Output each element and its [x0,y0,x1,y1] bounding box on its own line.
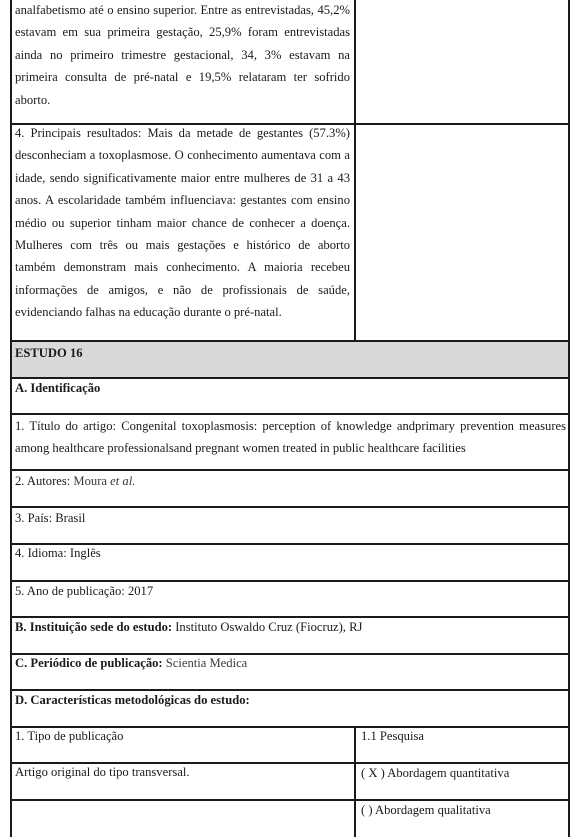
pub-type-left [10,728,356,762]
qualitative-row [10,801,570,837]
results-row [10,125,570,342]
results-cell [10,125,356,340]
qualitative-right [356,801,570,837]
institution-row [10,618,570,655]
journal-value: Scientia Medica [162,656,248,670]
intro-cell [10,0,356,123]
intro-text: analfabetismo até o ensino superior. Entre as entrevistadas, 45,2% estavam em sua primeira gestação, 25,9% foram entrevistadas ainda no primeiro trimestre gestacional, 34, 3% estavam na primeira consulta de pré-natal e 19,5% relataram ter sofrido aborto. [15,3,350,107]
country-row [10,508,570,545]
journal-label: C. Periódico de publicação: [15,656,163,670]
institution-value: Instituto Oswaldo Cruz (Fiocruz), RJ [172,620,363,634]
pub-type-right [356,728,570,762]
year-text: 5. Ano de publicação: 2017 [15,584,154,598]
article-type-text: Artigo original do tipo transversal. [15,765,190,779]
quantitative-option: ( X ) Abordagem quantitativa [361,766,510,780]
identification-row [10,379,570,415]
table-left-border [10,0,12,837]
article-type-right [356,764,570,799]
journal-row [10,655,570,691]
methods-label: D. Características metodológicas do estudo: [15,693,250,707]
qualitative-left [10,801,356,837]
results-right-cell [356,125,570,340]
table-right-border [568,0,570,837]
language-row [10,545,570,582]
article-type-row [10,764,570,801]
year-row [10,582,570,618]
authors-etal: et al. [110,474,136,488]
country-text: 3. País: Brasil [15,511,86,525]
authors-row [10,471,570,508]
pub-type-row [10,728,570,764]
authors-value: Moura [73,474,111,488]
identification-label: A. Identificação [15,381,101,395]
results-text: 4. Principais resultados: Mais da metade de gestantes (57.3%) desconheciam a toxoplasmose. O conhecimento aumentava com a idade, sendo significativamente maior entre mulheres de 31 a 43 anos. A escolaridade também influenciava: gestantes com ensino médio ou superior tinham maior chance de conhecer a doença. Mulheres com três ou mais gestações e histórico de aborto também demonstram mais conhecimento. A maioria recebeu informações de amigos, e não de profissionais de saúde, evidenciando falhas na educação durante o pré-natal. [15,126,350,320]
journal-text [10,655,570,671]
pub-type-option: 1.1 Pesquisa [361,729,424,743]
article-type-left [10,764,356,799]
language-text: 4. Idioma: Inglês [15,546,101,560]
intro-row [10,0,570,125]
study-heading: ESTUDO 16 [15,346,83,360]
title-row [10,415,570,471]
article-title: 1. Título do artigo: Congenital toxoplasmosis: perception of knowledge andprimary prevention measures among healthcare professionalsand pregnant women treated in public healthcare facilities [15,419,566,456]
authors-text [10,471,570,489]
methods-row [10,691,570,728]
institution-label: B. Instituição sede do estudo: [15,620,173,634]
qualitative-option: ( ) Abordagem qualitativa [361,803,491,817]
pub-type-label: 1. Tipo de publicação [15,729,124,743]
intro-right-cell [356,0,570,123]
authors-label: 2. Autores: [15,474,74,488]
institution-text [10,618,570,635]
study-heading-row [10,342,570,379]
